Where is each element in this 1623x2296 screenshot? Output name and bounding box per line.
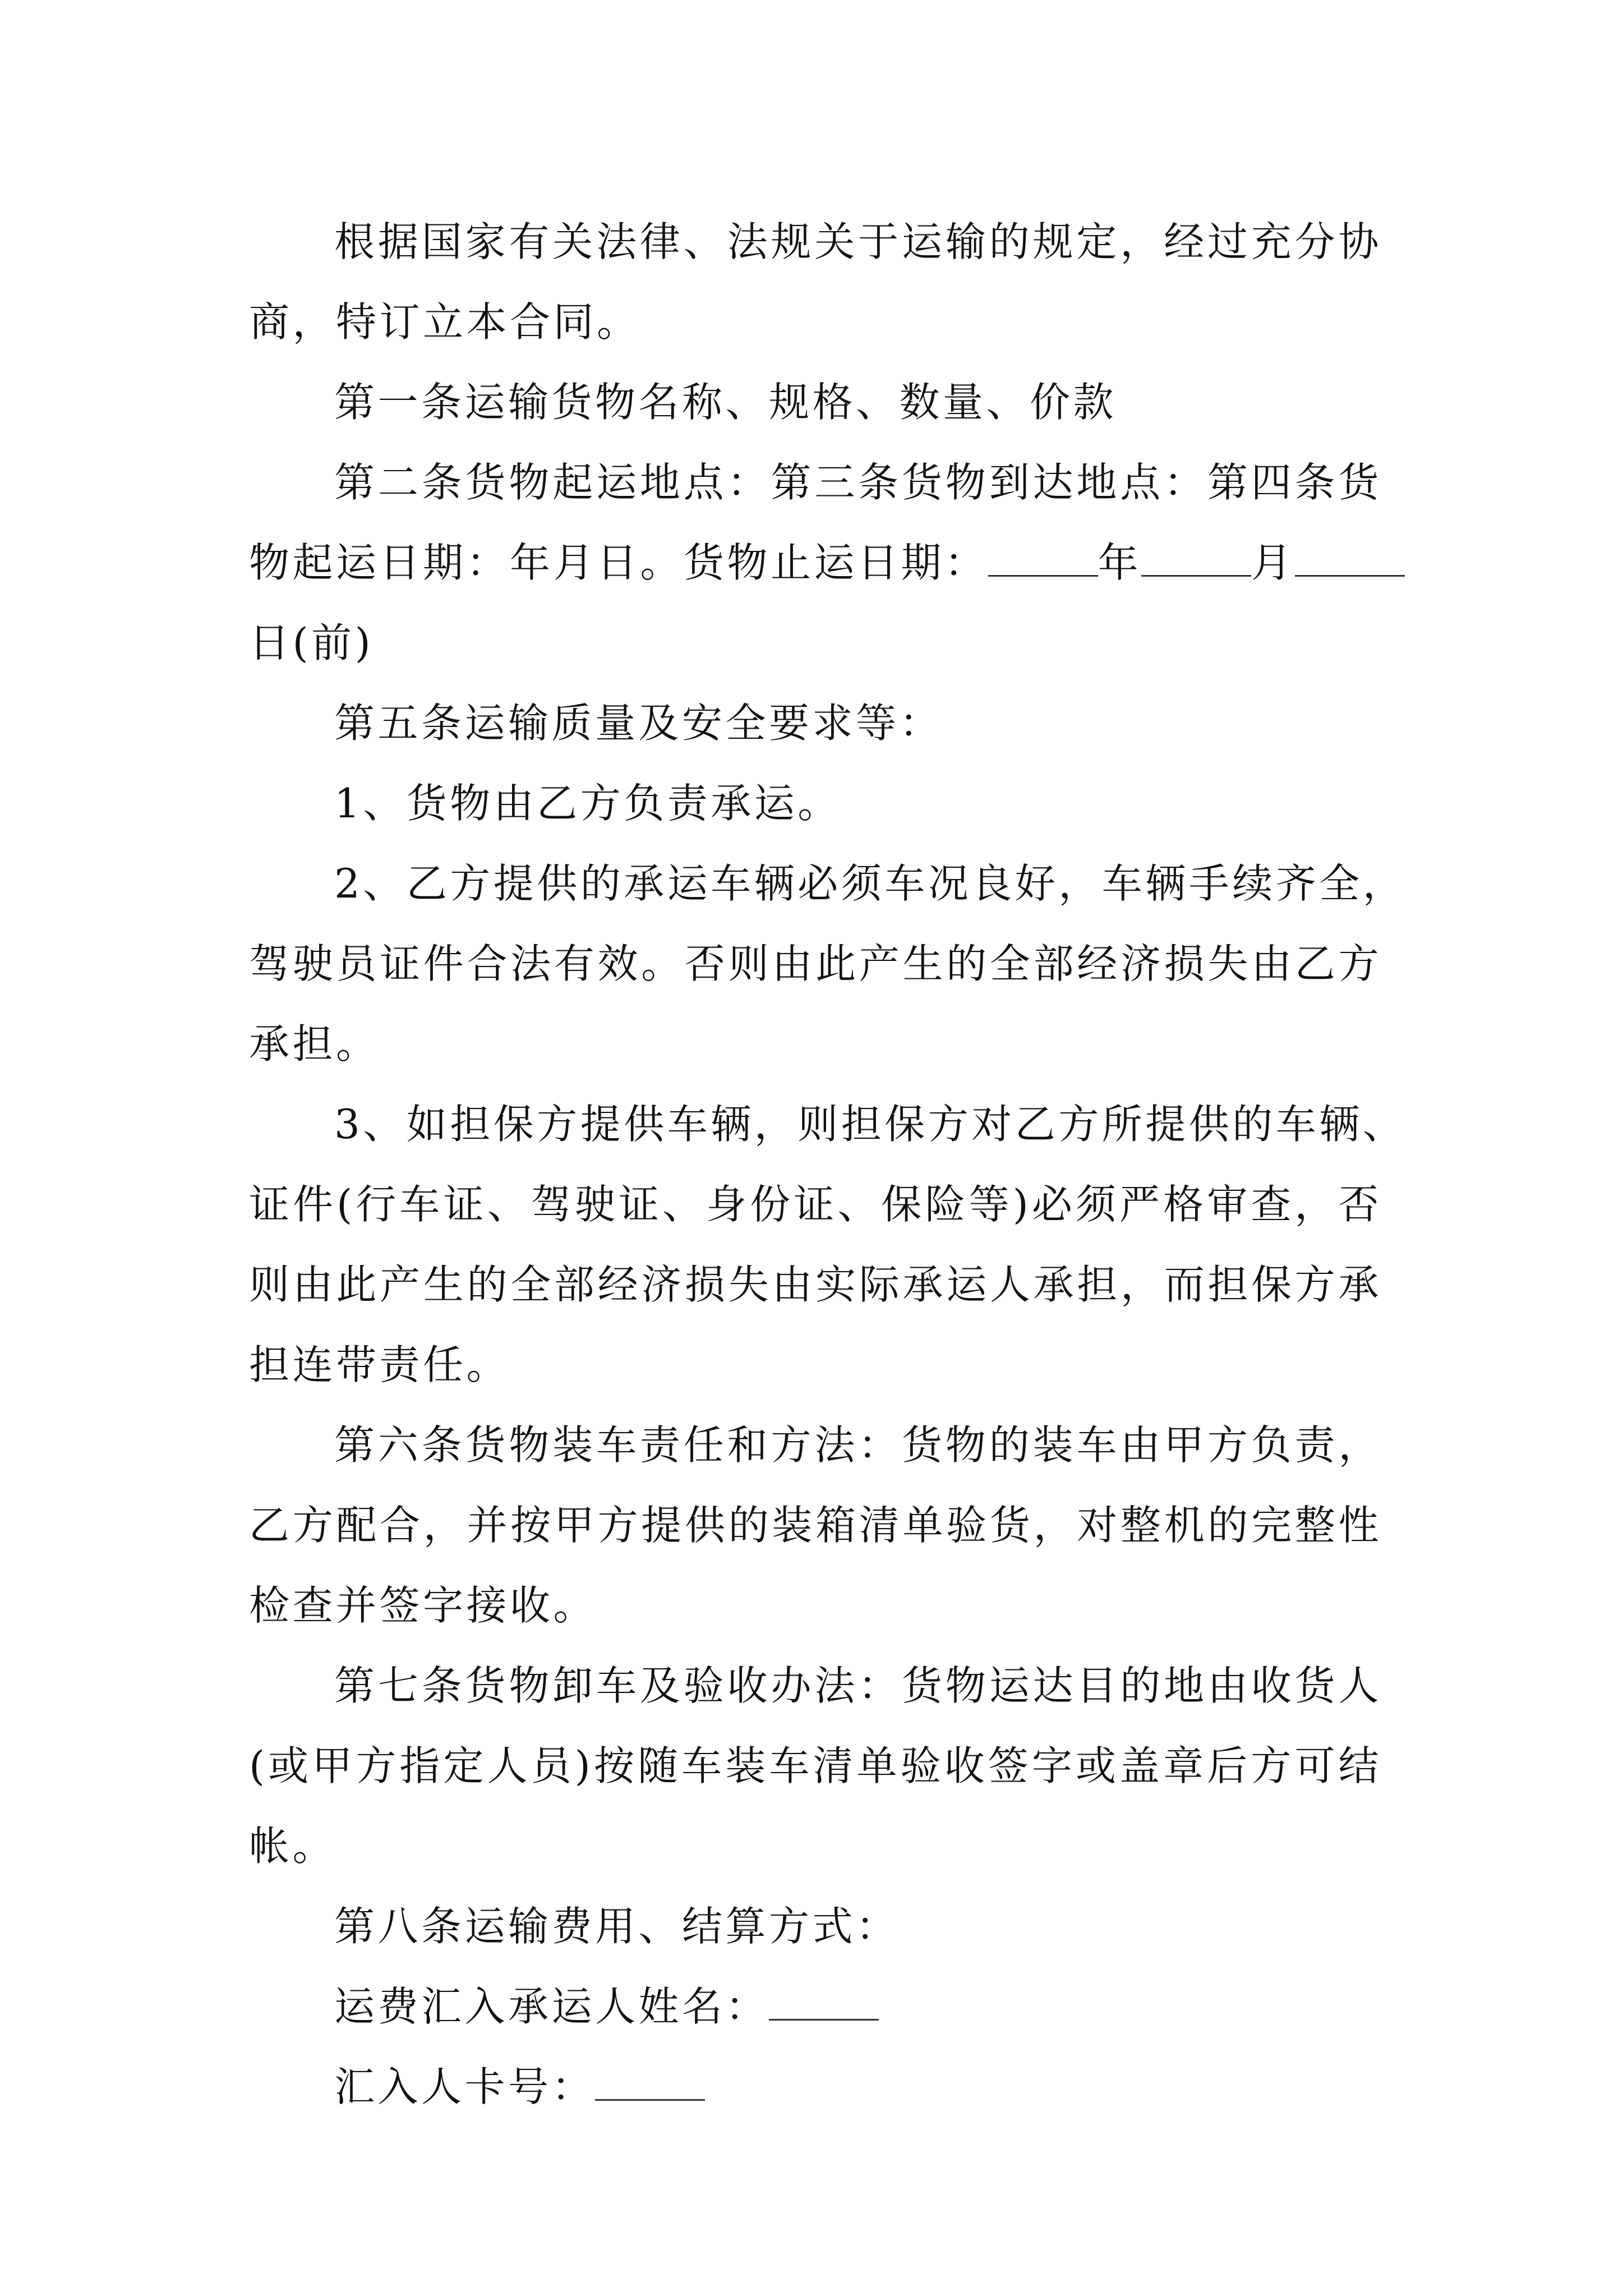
article-six-line: 第六条货物装车责任和方法：货物的装车由甲方负责， [334,1421,1382,1469]
clause-three-line: 3、如担保方提供车辆，则担保方对乙方所提供的车辆、 [334,1101,1407,1148]
payee-name-label: 运费汇入承运人姓名： [334,1983,769,2030]
article-two-line: 第二条货物起运地点：第三条货物到达地点：第四条货 [334,459,1382,506]
blank-line [1295,537,1405,577]
date-text: 物起运日期：年月日。货物止运日期： [249,539,988,586]
card-number-label: 汇入人卡号： [334,2063,596,2110]
article-eight: 第八条运输费用、结算方式： [334,1903,900,1950]
blank-line [769,1981,879,2021]
article-four-date-line [249,523,1382,603]
paragraph-line: 商，特订立本合同。 [249,298,640,346]
paragraph-line: (或甲方指定人员)按随车装车清单验收签字或盖章后方可结 [249,1742,1382,1789]
paragraph-line: 承担。 [249,1020,380,1068]
card-number-line [249,2047,1382,2127]
clause-one: 1、货物由乙方负责承运。 [334,780,841,827]
payee-name-line [249,1967,1382,2047]
paragraph-line: 日(前) [249,619,374,666]
paragraph-line: 则由此产生的全部经济损失由实际承运人承担，而担保方承 [249,1261,1382,1308]
paragraph-line: 乙方配合，并按甲方提供的装箱清单验货，对整机的完整性 [249,1502,1382,1549]
year-label: 年 [1098,539,1142,586]
paragraph-line: 证件(行车证、驾驶证、身份证、保险等)必须严格审查，否 [249,1181,1382,1228]
paragraph-line: 检查并签字接收。 [249,1582,597,1629]
contract-body [249,202,1407,2127]
blank-line [1141,537,1251,577]
paragraph-line: 帐。 [249,1823,336,1870]
paragraph-line: 根据国家有关法律、法规关于运输的规定，经过充分协 [334,218,1382,265]
article-one: 第一条运输货物名称、规格、数量、价款 [334,379,1117,426]
month-label: 月 [1251,539,1295,586]
clause-two-line: 2、乙方提供的承运车辆必须车况良好，车辆手续齐全， [334,860,1407,907]
blank-line [988,537,1098,577]
article-five: 第五条运输质量及安全要求等： [334,700,943,747]
article-seven-line: 第七条货物卸车及验收办法：货物运达目的地由收货人 [334,1662,1382,1709]
paragraph-line: 担连带责任。 [249,1341,510,1388]
paragraph-line: 驾驶员证件合法有效。否则由此产生的全部经济损失由乙方 [249,940,1382,987]
blank-line [595,2061,705,2101]
